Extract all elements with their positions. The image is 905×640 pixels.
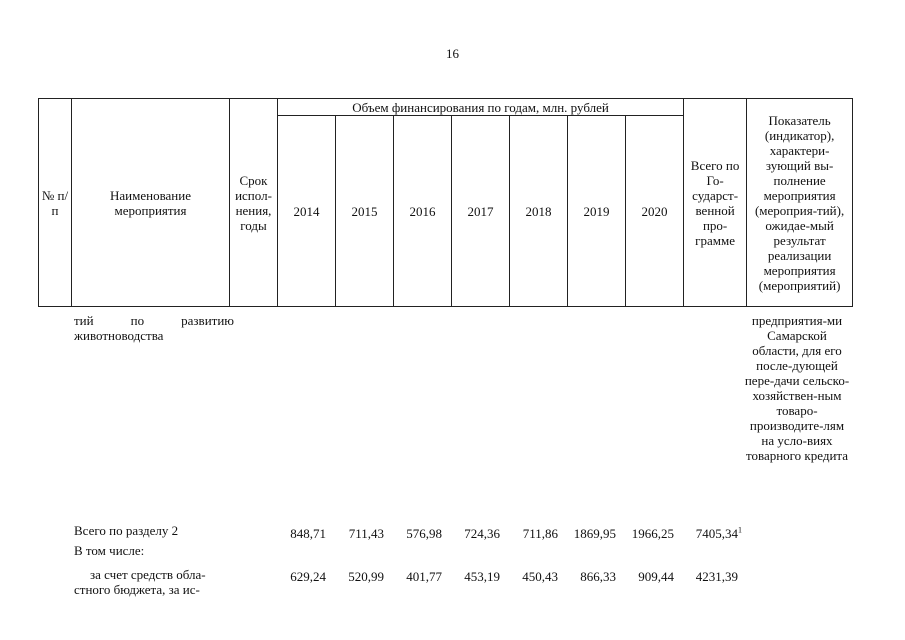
header-col-funding: Объем финансирования по годам, млн. рублей [278, 99, 684, 116]
header-col-term: Срок испол-нения, годы [230, 99, 278, 307]
header-col-total: Всего по Го-сударст-венной про-грамме [684, 99, 747, 307]
continued-indicator-text: предприятия-ми Самарской области, для его после-дующей пере-дачи сельско-хозяйствен-ным товаро-производите-лям на усло-виях товарного кредита [744, 313, 850, 463]
regional-value: 520,99 [348, 569, 384, 584]
regional-value: 453,19 [464, 569, 500, 584]
regional-row-label-line1: за счет средств обла- [90, 567, 206, 582]
total-value: 724,36 [464, 526, 500, 541]
total-sum-footnote: 1 [738, 525, 742, 535]
header-col-name: Наименование мероприятия [72, 99, 230, 307]
page-number: 16 [446, 46, 459, 61]
header-year: 2019 [568, 116, 626, 307]
total-value: 576,98 [406, 526, 442, 541]
total-value: 1869,95 [573, 526, 616, 541]
total-value: 711,86 [522, 526, 558, 541]
regional-sum: 4231,39 [695, 569, 738, 584]
total-value: 848,71 [290, 526, 326, 541]
header-year: 2020 [626, 116, 684, 307]
header-year: 2016 [394, 116, 452, 307]
total-sum-value: 7405,34 [695, 526, 738, 541]
regional-row-label-line2: стного бюджета, за ис- [74, 582, 200, 597]
total-sum [672, 526, 742, 542]
header-year: 2015 [336, 116, 394, 307]
regional-value: 866,33 [580, 569, 616, 584]
header-table [38, 98, 853, 307]
continued-activity-name: тий по развитию животноводства [74, 313, 234, 343]
regional-value: 909,44 [638, 569, 674, 584]
header-col-indicator: Показатель (индикатор), характери-зующий вы-полнение мероприятия (мероприя-тий), ожидае-мый результат реализации мероприятия (мероприятий) [747, 99, 853, 307]
header-col-num: № п/п [39, 99, 72, 307]
header-year: 2017 [452, 116, 510, 307]
header-year: 2014 [278, 116, 336, 307]
regional-value: 450,43 [522, 569, 558, 584]
total-row-label: Всего по разделу 2 [74, 523, 179, 538]
regional-value: 629,24 [290, 569, 326, 584]
regional-value: 401,77 [406, 569, 442, 584]
total-value: 1966,25 [631, 526, 674, 541]
including-label: В том числе: [74, 543, 145, 558]
total-value: 711,43 [348, 526, 384, 541]
header-year: 2018 [510, 116, 568, 307]
